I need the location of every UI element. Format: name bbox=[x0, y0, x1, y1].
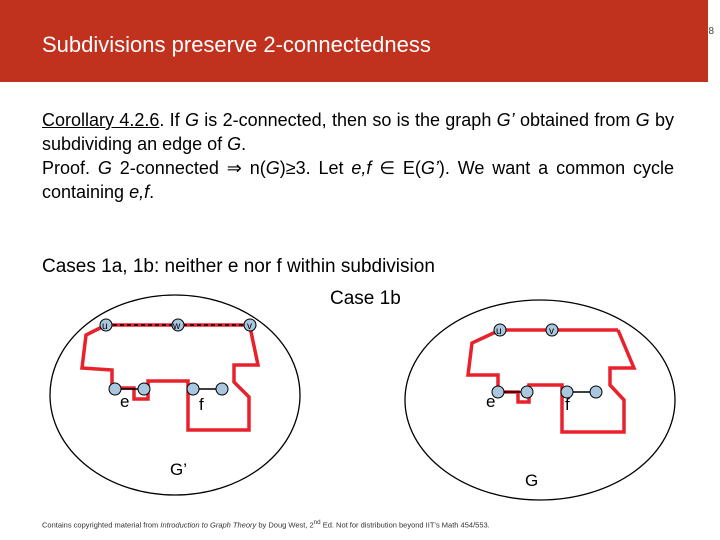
implies-symbol: ⇒ bbox=[226, 158, 242, 178]
right-vertex-u-label: u bbox=[496, 326, 502, 337]
left-edge-e-label: e bbox=[120, 392, 130, 411]
proof-text: E( bbox=[395, 158, 421, 178]
graph-symbol: G bbox=[184, 110, 199, 130]
proof-text: ) bbox=[279, 158, 286, 178]
corollary-text: . bbox=[241, 134, 247, 154]
slide-title: Subdivisions preserve 2-connectedness bbox=[42, 32, 431, 57]
graph-symbol: G bbox=[97, 158, 112, 178]
corollary-text: is 2-connected, then so is the graph bbox=[199, 110, 497, 130]
left-vertex-f1 bbox=[187, 383, 199, 395]
left-vertex-w-label: w bbox=[173, 321, 181, 332]
right-edge-e-label: e bbox=[486, 392, 496, 411]
element-of-symbol: ∈ bbox=[379, 158, 395, 178]
left-cycle-path bbox=[82, 325, 258, 430]
left-vertex-u-label: u bbox=[102, 321, 108, 332]
graph-symbol: G’ bbox=[496, 110, 515, 130]
proof-text: 2-connected bbox=[111, 158, 227, 178]
right-vertex-v-label: v bbox=[549, 326, 554, 337]
left-vertex-e2 bbox=[138, 383, 150, 395]
footer-superscript: nd bbox=[313, 519, 321, 526]
page-number: 8 bbox=[708, 26, 714, 37]
left-vertex-f2 bbox=[216, 383, 228, 395]
corollary-text: . If bbox=[159, 110, 185, 130]
graph-symbol: G bbox=[635, 110, 650, 130]
corollary-text: obtained from bbox=[519, 110, 636, 130]
footer-text: Ed. Not for distribution beyond IIT’s Math 454/553. bbox=[320, 520, 490, 530]
left-edge-f-label: f bbox=[199, 395, 204, 414]
cases-line: Cases 1a, 1b: neither e nor f within subdivision bbox=[42, 256, 435, 277]
graph-symbol: G bbox=[227, 134, 242, 154]
edge-symbols: e,f bbox=[129, 182, 150, 202]
right-vertex-f2 bbox=[590, 386, 602, 398]
proof-text: . bbox=[149, 182, 155, 202]
right-cycle-path bbox=[468, 330, 634, 432]
corollary-label: Corollary 4.2.6 bbox=[42, 110, 160, 130]
graph-symbol: G’ bbox=[420, 158, 439, 178]
proof-lead: Proof. bbox=[42, 158, 98, 178]
right-vertex-e2 bbox=[521, 386, 533, 398]
geq-symbol: ≥ bbox=[285, 158, 296, 178]
proof-text: 3. Let bbox=[295, 158, 352, 178]
left-graph-label: G’ bbox=[170, 460, 187, 479]
left-vertex-v-label: v bbox=[247, 321, 252, 332]
right-edge-f-label: f bbox=[565, 395, 570, 414]
graph-symbol: G bbox=[265, 158, 280, 178]
edge-symbols: e,f bbox=[351, 158, 372, 178]
copyright-footer bbox=[42, 519, 490, 530]
footer-text: by Doug West, 2 bbox=[256, 520, 314, 530]
case-1b-label: Case 1b bbox=[330, 288, 401, 309]
proof-text: ). We want a common cycle containing bbox=[42, 158, 674, 202]
footer-text: Contains copyrighted material from bbox=[42, 520, 161, 530]
right-graph-label: G bbox=[525, 471, 539, 490]
corollary-text: by subdividing an edge of bbox=[42, 110, 674, 154]
footer-book-title: Introduction to Graph Theory bbox=[160, 520, 257, 530]
proof-text: n( bbox=[241, 158, 266, 178]
